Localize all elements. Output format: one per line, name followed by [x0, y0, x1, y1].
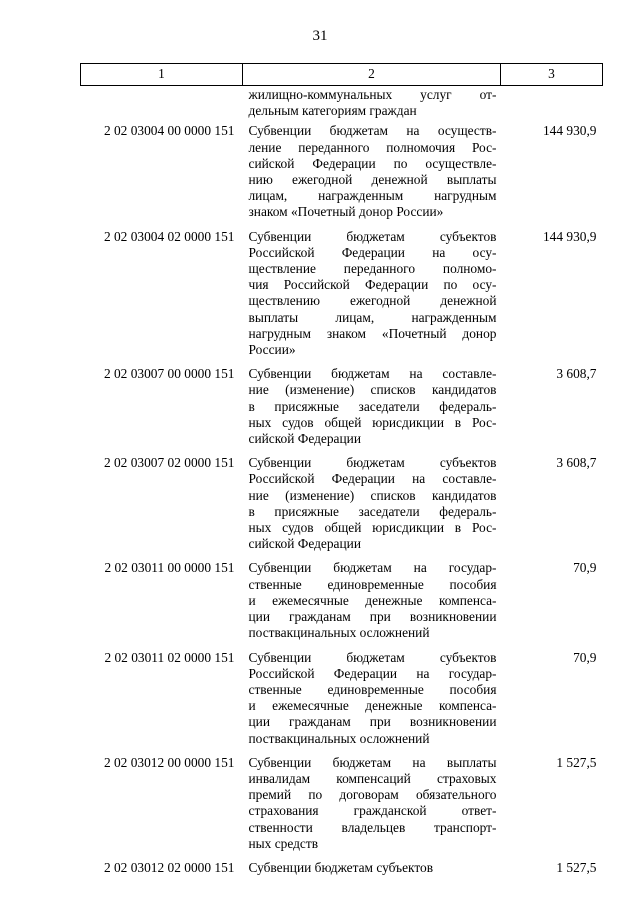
table-row: [81, 455, 603, 560]
table-row: [81, 560, 603, 649]
description-line: ление переданного полномочия Рос-: [248, 139, 497, 155]
amount-cell: 1 527,5: [556, 859, 597, 875]
description-line: ние (изменение) списков кандидатов: [248, 382, 497, 398]
description-cell: [243, 366, 501, 455]
description-line: инвалидам компенсаций страховых: [248, 770, 497, 786]
description-line: Российской Федерации на государ-: [248, 665, 497, 681]
description-line: нию ежегодной денежной выплаты: [248, 172, 497, 188]
description-line: ственные единовременные пособия: [248, 576, 497, 592]
description-cell: [243, 229, 501, 367]
column-header-3: 3: [501, 64, 603, 86]
description-line: Российской Федерации на осу-: [248, 244, 497, 260]
description-line: Субвенции бюджетам субъектов: [248, 455, 497, 471]
description-line: нагрудным знаком «Почетный донор: [248, 325, 497, 341]
description-line: Субвенции бюджетам на государ-: [248, 560, 497, 576]
description-line: поствакцинальных осложнений: [248, 625, 430, 641]
description-line: сийской Федерации по осуществле-: [248, 155, 497, 171]
budget-code-cell: 2 02 03004 00 0000 151: [103, 123, 235, 139]
description-line: ции гражданам при возникновении: [248, 714, 497, 730]
description-line: ществление переданного полномо-: [248, 261, 497, 277]
description-line: лицам, награжденным нагрудным: [248, 188, 497, 204]
description-cell: [243, 755, 501, 860]
description-line: чия Российской Федерации по осу-: [248, 277, 497, 293]
description-line: поствакцинальных осложнений: [248, 730, 430, 746]
description-line: выплаты лицам, награжденным: [248, 309, 497, 325]
table-row: [81, 650, 603, 755]
budget-code-cell: 2 02 03007 02 0000 151: [103, 455, 235, 471]
description-line: Российской Федерации на составле-: [248, 471, 497, 487]
description-line: и ежемесячные денежные компенса-: [248, 698, 497, 714]
description-line: жилищно-коммунальных услуг от-: [248, 87, 497, 102]
budget-code-cell: 2 02 03004 02 0000 151: [103, 228, 235, 244]
description-line: знаком «Почетный донор России»: [248, 204, 444, 220]
table-row: [81, 86, 603, 124]
description-line: ственности владельцев транспорт-: [248, 819, 497, 835]
table-header-row: [81, 64, 603, 86]
description-line: Субвенции бюджетам субъектов: [248, 859, 434, 875]
description-line: Субвенции бюджетам на осуществ-: [248, 123, 497, 139]
budget-code-cell: 2 02 03012 00 0000 151: [103, 754, 235, 770]
amount-cell: 3 608,7: [556, 366, 597, 382]
amount-cell: [501, 86, 603, 124]
description-cell: [243, 86, 501, 124]
description-line: в присяжные заседатели федераль-: [248, 398, 497, 414]
description-line: ции гражданам при возникновении: [248, 609, 497, 625]
description-line: в присяжные заседатели федераль-: [248, 503, 497, 519]
description-line: ных судов общей юрисдикции в Рос-: [248, 520, 497, 536]
amount-cell: 144 930,9: [542, 228, 597, 244]
description-line: страхования гражданской ответ-: [248, 803, 497, 819]
description-line: Субвенции бюджетам на выплаты: [248, 754, 497, 770]
description-line: ных средств: [248, 835, 319, 851]
table-row: [81, 860, 603, 884]
table-row: [81, 229, 603, 367]
amount-cell: 1 527,5: [556, 754, 597, 770]
amount-cell: 70,9: [573, 560, 597, 576]
budget-table: [80, 63, 603, 884]
description-line: ственные единовременные пособия: [248, 681, 497, 697]
description-cell: [243, 560, 501, 649]
budget-code-cell: 2 02 03007 00 0000 151: [103, 366, 235, 382]
budget-code-cell: 2 02 03011 02 0000 151: [104, 649, 235, 665]
column-header-1: 1: [81, 64, 243, 86]
table-row: [81, 755, 603, 860]
description-line: ных судов общей юрисдикции в Рос-: [248, 414, 497, 430]
description-line: сийской Федерации: [248, 431, 361, 447]
description-line: премий по договорам обязательного: [248, 787, 497, 803]
description-line: ществлению ежегодной денежной: [248, 293, 497, 309]
description-line: России»: [248, 342, 296, 358]
amount-cell: 144 930,9: [542, 123, 597, 139]
description-line: и ежемесячные денежные компенса-: [248, 592, 497, 608]
description-cell: [243, 123, 501, 228]
description-cell: [243, 650, 501, 755]
budget-code-cell: 2 02 03012 02 0000 151: [103, 859, 235, 875]
amount-cell: 70,9: [573, 649, 597, 665]
description-line: Субвенции бюджетам субъектов: [248, 649, 497, 665]
column-header-2: 2: [243, 64, 501, 86]
description-cell: [243, 455, 501, 560]
budget-code-cell: 2 02 03011 00 0000 151: [104, 560, 235, 576]
description-line: ние (изменение) списков кандидатов: [248, 487, 497, 503]
amount-cell: 3 608,7: [556, 455, 597, 471]
description-line: Субвенции бюджетам субъектов: [248, 228, 497, 244]
table-body: [81, 86, 603, 885]
table-row: [81, 123, 603, 228]
description-line: дельным категориям граждан: [248, 103, 417, 119]
description-line: Субвенции бюджетам на составле-: [248, 366, 497, 382]
table-row: [81, 366, 603, 455]
description-line: сийской Федерации: [248, 536, 361, 552]
description-cell: [243, 860, 501, 884]
page-number: 31: [312, 28, 328, 44]
budget-code-cell: [81, 86, 243, 124]
